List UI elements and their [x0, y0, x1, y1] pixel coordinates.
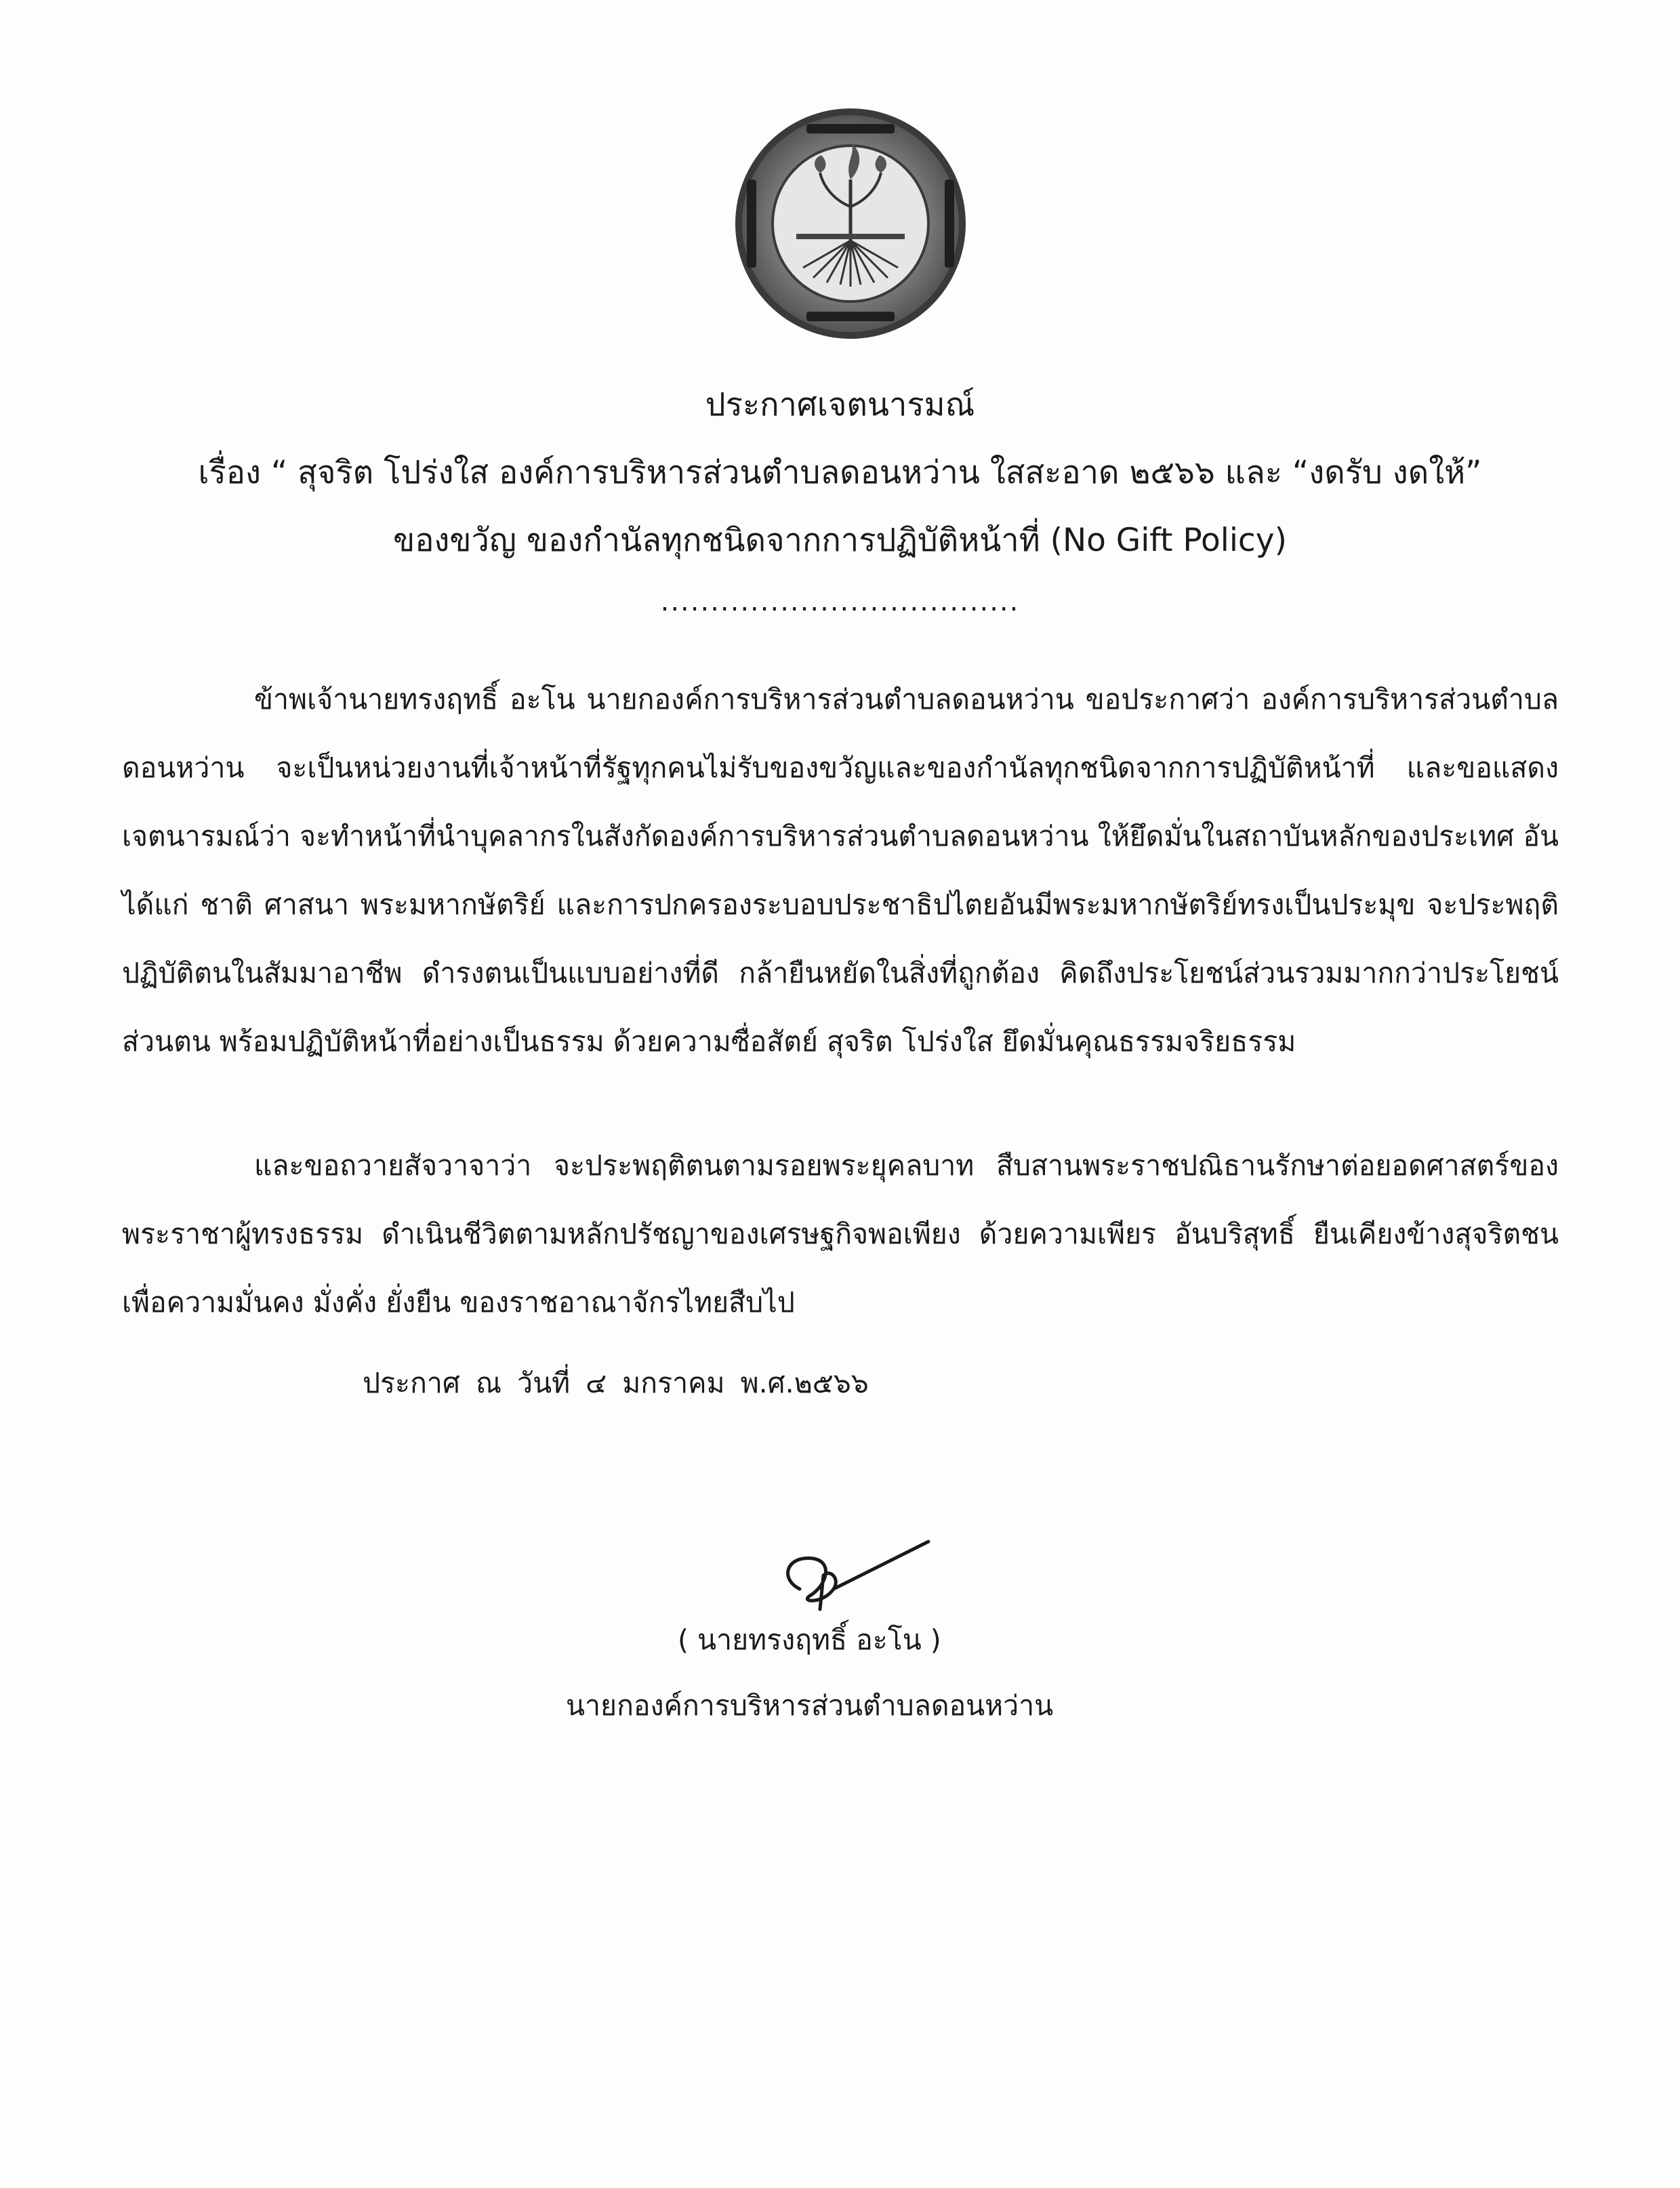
- signatory-name: ( นายทรงฤทธิ์ อะโน ): [678, 1624, 941, 1656]
- document-title: ประกาศเจตนารมณ์: [705, 386, 975, 424]
- signature-icon: [759, 1528, 935, 1623]
- paragraph-2: และขอถวายสัจวาจาว่า จะประพฤติตนตามรอยพระยุคลบาท สืบสานพระราชปณิธานรักษาต่อยอดศาสตร์ของพระราชาผู้ทรงธรรม ดำเนินชีวิตตามหลักปรัชญาของเศรษฐกิจพอเพียง ด้วยความเพียร อันบริสุทธิ์ ยืนเคียงข้างสุจริตชน เพื่อความมั่นคง มั่งคั่ง ยั่งยืน ของราชอาณาจักรไทยสืบไป: [122, 1149, 1559, 1319]
- announcement-date: ประกาศ ณ วันที่ ๔ มกราคม พ.ศ.๒๕๖๖: [363, 1367, 869, 1399]
- dotted-divider: ....................................: [660, 586, 1020, 617]
- seal-emblem-icon: [732, 105, 969, 342]
- subject-line-2: ของขวัญ ของกำนัลทุกชนิดจากการปฏิบัติหน้าที่ (No Gift Policy): [393, 522, 1287, 559]
- subject-line-1: เรื่อง “ สุจริต โปร่งใส องค์การบริหารส่วนตำบลดอนหว่าน ใสสะอาด ๒๕๖๖ และ “งดรับ งดให้”: [198, 454, 1482, 491]
- signatory-position: นายกองค์การบริหารส่วนตำบลดอนหว่าน: [566, 1689, 1054, 1722]
- paragraph-1: ข้าพเจ้านายทรงฤทธิ์ อะโน นายกองค์การบริหารส่วนตำบลดอนหว่าน ขอประกาศว่า องค์การบริหารส่วนตำบลดอนหว่าน จะเป็นหน่วยงานที่เจ้าหน้าที่รัฐทุกคนไม่รับของขวัญและของกำนัลทุกชนิดจากการปฏิบัติหน้าที่ และขอแสดงเจตนารมณ์ว่า จะทำหน้าที่นำบุคลากรในสังกัดองค์การบริหารส่วนตำบลดอนหว่าน ให้ยึดมั่นในสถาบันหลักของประเทศ อันได้แก่ ชาติ ศาสนา พระมหากษัตริย์ และการปกครองระบอบประชาธิปไตยอันมีพระมหากษัตริย์ทรงเป็นประมุข จะประพฤติปฏิบัติตนในสัมมาอาชีพ ดำรงตนเป็นแบบอย่างที่ดี กล้ายืนหยัดในสิ่งที่ถูกต้อง คิดถึงประโยชน์ส่วนรวมมากกว่าประโยชน์ส่วนตน พร้อมปฏิบัติหน้าที่อย่างเป็นธรรม ด้วยความซื่อสัตย์ สุจริต โปร่งใส ยึดมั่นคุณธรรมจริยธรรม: [122, 683, 1559, 1058]
